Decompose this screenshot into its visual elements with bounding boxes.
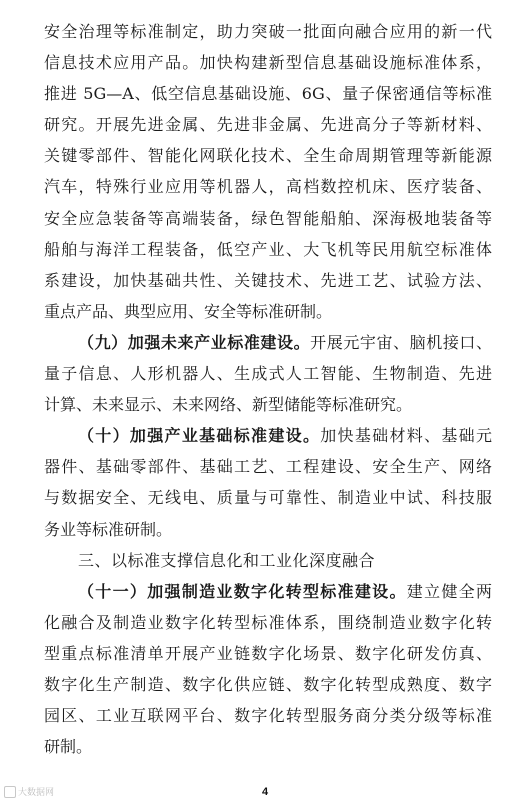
text-line: 型重点标准清单开展产业链数字化场景、数字化研发仿真、 [44, 643, 492, 663]
text-line: 与数据安全、无线电、质量与可靠性、制造业中试、科技服 [44, 488, 492, 508]
text-line: 系建设，加快基础共性、关键技术、先进工艺、试验方法、 [44, 270, 492, 290]
text-line: 关键零部件、智能化网联化技术、全生命周期管理等新能源 [44, 146, 492, 166]
text-line: 研制。 [44, 737, 93, 757]
paragraph-10-first-line: （十）加强产业基础标准建设。加快基础材料、基础元 [78, 426, 492, 446]
text-line: 信息技术应用产品。加快构建新型信息基础设施标准体系， [44, 53, 492, 73]
text-line: 数字化生产制造、数字化供应链、数字化转型成熟度、数字 [44, 674, 492, 694]
text-line: 研究。开展先进金属、先进非金属、先进高分子等新材料、 [44, 115, 492, 135]
watermark-text: 大数据网 [18, 788, 55, 798]
chapter-3-heading: 三、以标准支撑信息化和工业化深度融合 [78, 550, 376, 570]
document-body [44, 16, 492, 762]
text-line: 推进 5G—A、低空信息基础设施、6G、量子保密通信等标准 [44, 84, 492, 104]
text-line: 量子信息、人形机器人、生成式人工智能、生物制造、先进 [44, 364, 492, 384]
text-line: 务业等标准研制。 [44, 519, 173, 539]
section-9-title: （九）加强未来产业标准建设。 [78, 332, 311, 352]
text-line: 安全应急装备等高端装备，绿色智能船舶、深海极地装备等 [44, 208, 492, 228]
text-line: 船舶与海洋工程装备，低空产业、大飞机等民用航空标准体 [44, 239, 492, 259]
section-11-title: （十一）加强制造业数字化转型标准建设。 [78, 581, 407, 601]
text-line: 器件、基础零部件、基础工艺、工程建设、安全生产、网络 [44, 457, 492, 477]
text-line: 安全治理等标准制定，助力突破一批面向融合应用的新一代 [44, 22, 492, 41]
text-line: 园区、工业互联网平台、数字化转型服务商分类分级等标准 [44, 706, 492, 726]
text-line: 计算、未来显示、未来网络、新型储能等标准研究。 [44, 395, 413, 415]
paragraph-11-first-line: （十一）加强制造业数字化转型标准建设。建立健全两 [78, 581, 492, 601]
text-line: 化融合及制造业数字化转型标准体系，围绕制造业数字化转 [44, 612, 492, 632]
page-number: 4 [261, 786, 269, 798]
paragraph-9-first-line: （九）加强未来产业标准建设。开展元宇宙、脑机接口、 [78, 332, 492, 352]
text-line: 重点产品、典型应用、安全等标准研制。 [44, 301, 333, 321]
section-10-title: （十）加强产业基础标准建设。 [78, 426, 321, 446]
text-line: 汽车，特殊行业应用等机器人，高档数控机床、医疗装备、 [44, 177, 492, 197]
